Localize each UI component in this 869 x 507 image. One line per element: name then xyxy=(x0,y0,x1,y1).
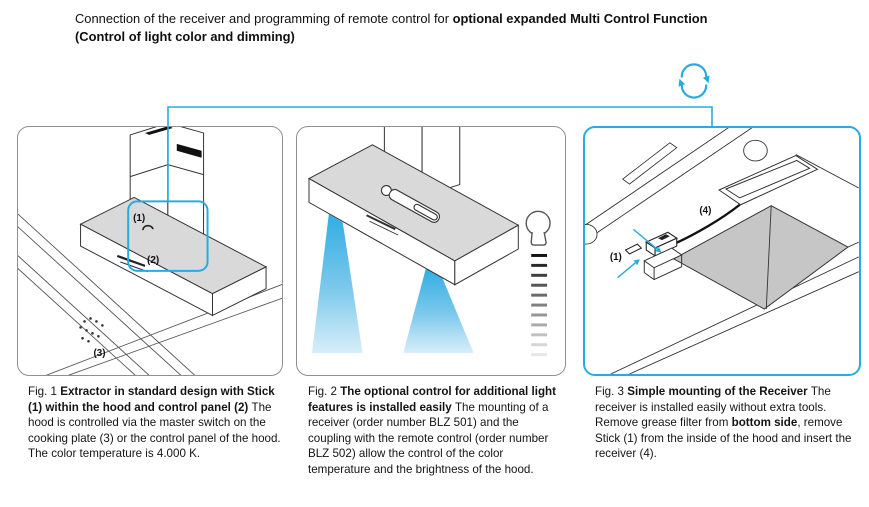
fig1-caption-title: Extractor in standard design with Stick (1) within the hood and control panel (2) xyxy=(28,385,275,414)
fig3-caption xyxy=(595,384,859,462)
fig3-round-opening xyxy=(744,140,768,161)
fig2-bulb-icon xyxy=(526,211,550,245)
fig1-label-2: (2) xyxy=(147,254,160,266)
title-bold: optional expanded Multi Control Function xyxy=(452,11,708,26)
fig1-label-1: (1) xyxy=(133,213,146,225)
fig3-illustration xyxy=(585,128,859,374)
fig2-illustration xyxy=(297,127,565,375)
fig1-caption-prefix: Fig. 1 xyxy=(28,385,61,398)
fig3-caption-title: Simple mounting of the Receiver xyxy=(627,385,811,398)
fig3-caption-bold2: bottom side xyxy=(731,416,798,429)
fig2-dimming-scale xyxy=(531,254,547,356)
fig1-cooking-plate-dots xyxy=(79,317,103,342)
fig3-stick xyxy=(626,244,642,254)
title-bold-line2: (Control of light color and dimming) xyxy=(75,28,295,44)
fig2-caption-title: The optional control for additional light features is installed easily xyxy=(308,385,556,414)
fig2-caption xyxy=(308,384,564,477)
figure1-panel xyxy=(17,126,283,376)
title-regular: Connection of the receiver and programming of remote control for xyxy=(75,11,453,26)
fig3-label-4: (4) xyxy=(699,205,712,217)
fig3-vent-slot xyxy=(623,143,677,184)
fig1-caption-body: The hood is controlled via the master switch on the cooking plate (3) or the control panel of the hood. The color temperature is 4.000 K. xyxy=(28,400,281,460)
figure2-panel xyxy=(296,126,566,376)
fig2-caption-prefix: Fig. 2 xyxy=(308,385,341,398)
fig2-caption-body: The mounting of a receiver (order number BLZ 501) and the coupling with the remote control (order number BLZ 502) allow the control of the color temperature and the brightness of the hood. xyxy=(308,400,549,476)
fig3-caption-body2: , remove Stick (1) from the inside of the hood and insert the receiver (4). xyxy=(595,416,852,460)
circular-arrows-icon xyxy=(679,64,710,97)
fig1-caption xyxy=(28,384,284,462)
fig3-round-opening-left xyxy=(585,224,597,244)
fig3-caption-prefix: Fig. 3 xyxy=(595,385,628,398)
fig1-label-3: (3) xyxy=(93,348,106,360)
page-title xyxy=(75,10,795,45)
fig1-illustration xyxy=(18,127,282,375)
fig3-label-1: (1) xyxy=(609,251,622,263)
fig3-receiver-tray xyxy=(719,156,817,205)
fig3-caption-body: The receiver is installed easily without extra tools. Remove grease filter from xyxy=(595,385,831,429)
figure3-panel xyxy=(583,126,861,376)
fig3-filter-opening xyxy=(674,206,848,309)
